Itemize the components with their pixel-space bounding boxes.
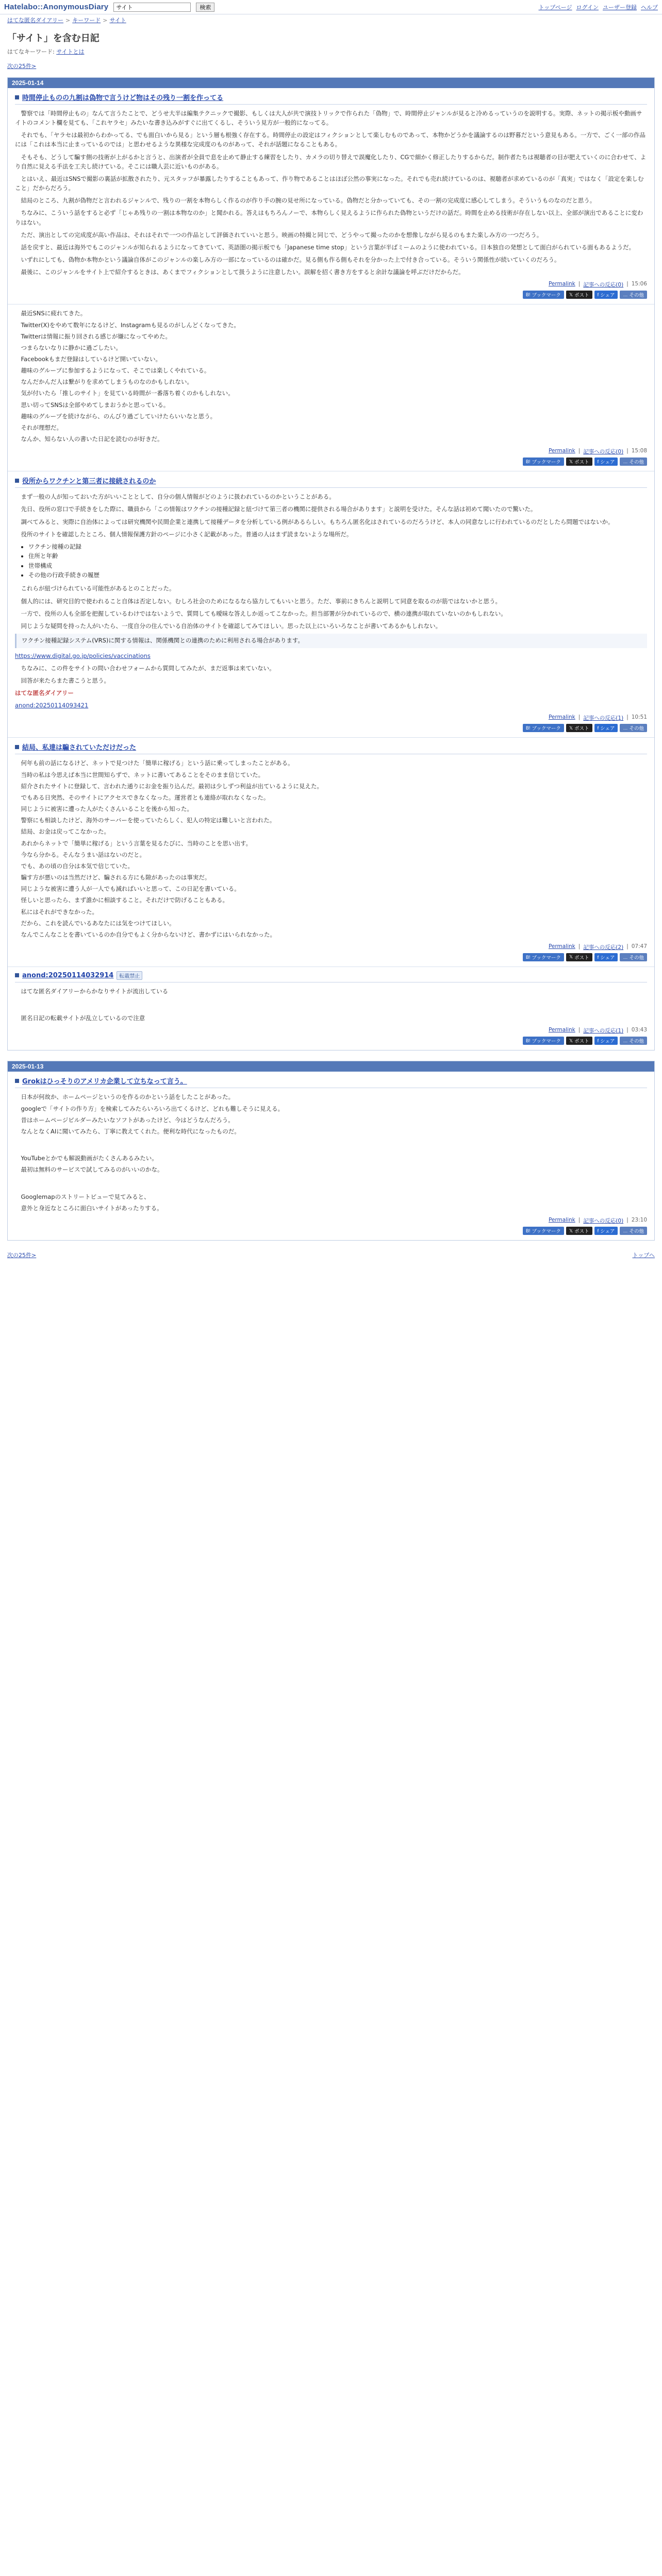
- share-label: その他: [629, 293, 644, 299]
- search-button[interactable]: 検索: [196, 3, 214, 12]
- diary-entry: [8, 738, 654, 967]
- entry-title: [15, 971, 647, 982]
- entry-short-body: [15, 987, 647, 1023]
- entry-line: 最初は無料のサービスで試してみるのがいいのかな。: [21, 1166, 163, 1174]
- entry-line: 思い切ってSNSは全部やめてしまおうかと思っている。: [21, 401, 170, 409]
- share-button[interactable]: [594, 953, 618, 961]
- bookmark-icon: B!: [526, 292, 531, 298]
- entry-paragraph: いずれにしても、偽物か本物かという議論自体がこのジャンルの楽しみ方の一部になっているのは確かだ。見る側も作る側もそれを分かった上で付き合っている。そういう関係性が続いていくのだろう。: [21, 256, 560, 264]
- entry-line: 結局、お金は戻ってこなかった。: [21, 828, 110, 836]
- entry-paragraph: ただ、演出としての完成度が高い作品は、それはそれで一つの作品として評価されていいと思う。映画の特撮と同じで、どうやって撮ったのかを想像しながら見るのもまた楽しみ方の一つだろう。: [21, 231, 543, 239]
- reaction-link[interactable]: 記事への反応(1): [583, 1028, 624, 1035]
- share-icon: f: [597, 292, 599, 298]
- entry-time: 15:06: [631, 281, 647, 287]
- post-icon: 𝕏: [569, 954, 573, 960]
- share-label: ポスト: [574, 460, 589, 466]
- day-section: [7, 77, 655, 1050]
- bookmark-icon: B!: [526, 725, 531, 731]
- permalink-link[interactable]: Permalink: [548, 943, 575, 950]
- entry-paragraph: とはいえ、最近はSNSで撮影の裏話が拡散されたり、元スタッフが暴露したりすることもあって、作り物であることはほぼ公然の事実になった。それでも売れ続けているのは、視聴者が求めているのが「真実」ではなく「設定を楽しむこと」だからだろう。: [15, 175, 644, 192]
- share-label: シェア: [600, 726, 615, 732]
- next-page-link[interactable]: 次の25件>: [7, 63, 37, 70]
- share-label: ブックマーク: [532, 293, 561, 299]
- share-label: ブックマーク: [532, 726, 561, 732]
- footer-top-link[interactable]: トップへ: [632, 1252, 655, 1259]
- share-label: ポスト: [574, 726, 589, 732]
- entry-line: つまらないなりに静かに過ごしたい。: [21, 344, 122, 351]
- share-label: その他: [629, 726, 644, 732]
- permalink-link[interactable]: Permalink: [548, 714, 575, 721]
- entry-short-body: [15, 758, 647, 939]
- entry-tag-badge: 転載禁止: [117, 971, 142, 980]
- share-button[interactable]: [594, 1037, 618, 1045]
- entry-title-link[interactable]: 結局、私達は騙されていただけだった: [22, 744, 137, 752]
- entry-line: YouTubeとかでも解説動画がたくさんあるみたい。: [21, 1155, 158, 1162]
- share-buttons: [15, 953, 647, 961]
- share-label: その他: [629, 955, 644, 961]
- entry-list-item: • ワクチン接種の記録: [28, 542, 647, 551]
- share-buttons: [15, 1227, 647, 1235]
- entry-time: 10:51: [631, 714, 647, 721]
- meta-separator: |: [626, 1027, 628, 1033]
- entry-short-body: [15, 1092, 647, 1213]
- entry-paragraph: [15, 701, 647, 710]
- entry-line: [15, 1181, 647, 1190]
- meta-separator: |: [626, 1217, 628, 1223]
- entry-bullet-icon: [15, 745, 19, 749]
- entry-line: 騙す方が悪いのは当然だけど、騙される方にも隙があったのは事実だ。: [21, 874, 211, 882]
- entry-body: [15, 987, 647, 1023]
- reaction-link[interactable]: 記事への反応(0): [583, 282, 624, 289]
- share-label: その他: [629, 1039, 644, 1045]
- share-button[interactable]: [594, 724, 618, 732]
- more-share-button[interactable]: [620, 1227, 647, 1235]
- share-label: その他: [629, 1229, 644, 1234]
- pager-top: [0, 60, 662, 77]
- entry-line: はてな匿名ダイアリーからかなりサイトが流出している: [21, 987, 169, 995]
- diary-header: [0, 26, 662, 60]
- share-label: ブックマーク: [532, 1039, 561, 1045]
- diary-entry: [8, 967, 654, 1050]
- entry-title-link[interactable]: 役所からワクチンと第三者に接続されるのか: [22, 478, 156, 486]
- bookmark-button[interactable]: [523, 724, 564, 732]
- entry-line: Twitter(X)をやめて数年になるけど、Instagramも見るのがしんどくなってきた。: [21, 321, 240, 329]
- entry-title-link[interactable]: 時間停止ものの九割は偽物で言うけど物はその残り一割を作ってる: [22, 94, 224, 102]
- entry-bullet-icon: [15, 479, 19, 483]
- entry-title: [15, 1076, 647, 1088]
- more-share-icon: …: [623, 1228, 628, 1233]
- nav-help[interactable]: ヘルプ: [641, 4, 658, 11]
- page-title: 「サイト」を含む日記: [7, 33, 100, 43]
- share-label: シェア: [600, 1229, 615, 1234]
- meta-separator: |: [626, 714, 628, 721]
- breadcrumb-home[interactable]: はてな匿名ダイアリー: [7, 17, 64, 24]
- entry-paragraph: 警察では「時間停止もの」なんて言うたことで、どうせ大半は編集テクニックで撮影、もしくは大人が共で演技トリックで作られた「偽物」で、時間停止ジャンルが見ると冷めるっていうのを説明する。実際、ネットの掲示板や動画サイトのコメント欄を見ても、「これヤラセ」みたいな書き込みがすぐに出てくるし、そういう見方が一般的になってる。: [15, 110, 642, 127]
- permalink-link[interactable]: Permalink: [548, 1027, 575, 1033]
- post-button[interactable]: [566, 953, 592, 961]
- entry-line: [15, 1142, 647, 1151]
- entry-quote: ワクチン接種記録システム(VRS)に関する情報は、関係機関との連携のために利用される場合があります。: [15, 634, 647, 648]
- entry-paragraph: まず一般の人が知っておいた方がいいこととして、自分の個人情報がどのように扱われているのかということがある。: [21, 493, 335, 501]
- day-list: [0, 77, 662, 1241]
- nav-login[interactable]: ログイン: [576, 4, 599, 11]
- share-buttons: [15, 1037, 647, 1045]
- entry-line: それが理想だ。: [21, 423, 62, 431]
- breadcrumb-separator: >: [65, 16, 71, 24]
- entry-list-item: • 世帯構成: [28, 561, 647, 570]
- entry-list: [28, 542, 647, 580]
- diary-entry: [8, 1072, 654, 1240]
- post-icon: 𝕏: [569, 1228, 573, 1233]
- entry-line: 同じような被害に遭う人が一人でも減ればいいと思って、この日記を書いている。: [21, 885, 240, 893]
- reaction-link[interactable]: 記事への反応(0): [583, 1218, 624, 1224]
- bookmark-button[interactable]: [523, 291, 564, 299]
- more-share-button[interactable]: [620, 291, 647, 299]
- entry-line: 日本が何故か、ホームページというのを作るのかという話をしたことがあった。: [21, 1093, 235, 1101]
- meta-separator: |: [626, 943, 628, 950]
- diary-entry: [8, 471, 654, 738]
- more-share-icon: …: [623, 1038, 628, 1044]
- entry-paragraph: 個人的には、研究目的で使われること自体は否定しない。むしろ社会のためになるなら協力してもいいと思う。ただ、事前にきちんと説明して同意を取るのが筋ではないかと思う。: [21, 597, 501, 605]
- day-date: 2025-01-14: [8, 78, 654, 88]
- entry-line: 何年も前の話になるけど、ネットで見つけた「簡単に稼げる」という話に乗ってしまったことがある。: [21, 759, 294, 767]
- entry-line: 警察にも相談したけど、海外のサーバーを使っていたらしく、犯人の特定は難しいと言われた。: [21, 817, 276, 824]
- entry-paragraph: 回答が来たらまた書こうと思う。: [21, 677, 110, 684]
- nav-register[interactable]: ユーザー登録: [603, 4, 637, 11]
- day-date: 2025-01-13: [8, 1061, 654, 1072]
- share-label: ポスト: [574, 1039, 589, 1045]
- keyword-subtitle: [7, 47, 655, 56]
- entry-line: [15, 1002, 647, 1011]
- more-share-icon: …: [623, 292, 628, 298]
- entry-line: 怪しいと思ったら、まず誰かに相談すること。それだけで防げることもある。: [21, 896, 228, 904]
- more-share-icon: …: [623, 954, 628, 960]
- entry-paragraph: 一方で、役所の人も全部を把握しているわけではないようで、質問しても曖昧な答えしか返ってこなかった。担当部署が分かれているので、横の連携が取れていないのかもしれない。: [21, 609, 507, 617]
- entry-line: 気が付いたら「推しのサイト」を見ている時間が一番落ち着くのかもしれない。: [21, 389, 234, 397]
- bookmark-button[interactable]: [523, 1227, 564, 1235]
- share-icon: f: [597, 1228, 599, 1233]
- reaction-link[interactable]: 記事への反応(0): [583, 449, 624, 455]
- entry-meta: [15, 281, 647, 289]
- entry-line: なんでこんなことを書いているのか自分でもよく分からないけど、書かずにはいられなかった。: [21, 930, 276, 938]
- post-icon: 𝕏: [569, 292, 573, 297]
- entry-line: でも、あの頃の自分は本気で信じていた。: [21, 862, 134, 870]
- entry-paragraph: これらが紐づけられている可能性があるとのことだった。: [21, 585, 175, 592]
- entry-meta: [15, 1027, 647, 1035]
- entry-external-link[interactable]: https://www.digital.go.jp/policies/vaccinations: [15, 652, 151, 659]
- entry-line: 当時の私は今思えば本当に世間知らずで、ネットに書いてあることをそのまま信じていた。: [21, 771, 264, 778]
- entry-time: 03:43: [631, 1027, 647, 1033]
- meta-separator: |: [578, 1217, 581, 1223]
- footer-next-link[interactable]: 次の25件>: [7, 1252, 37, 1259]
- entry-line: あれからネットで「簡単に稼げる」という言葉を見るたびに、当時のことを思い出す。: [21, 839, 252, 847]
- entry-bullet-icon: [15, 95, 19, 99]
- entry-line: 紹介されたサイトに登録して、言われた通りにお金を振り込んだ。最初は少しずつ利益が出ているように見えた。: [21, 782, 323, 790]
- entry-paragraph: 先日、役所の窓口で手続きをした際に、職員から「この情報はワクチンの接種記録と紐づけて第三者の機関に提供される場合があります」と説明を受けた。そんな話は初めて聞いたので驚いた。: [21, 505, 537, 513]
- share-button[interactable]: [594, 291, 618, 299]
- entry-time: 15:08: [631, 448, 647, 454]
- meta-separator: |: [626, 448, 628, 454]
- entry-line: Googlemapのストリートビューで見てみると、: [21, 1193, 150, 1200]
- meta-separator: |: [578, 1027, 581, 1033]
- keyword-link[interactable]: サイトとは: [56, 48, 85, 55]
- more-share-button[interactable]: [620, 724, 647, 732]
- entry-line: 私にはそれができなかった。: [21, 908, 98, 916]
- more-share-button[interactable]: [620, 457, 647, 466]
- entry-line: 同じように被害に遭った人がたくさんいることを後から知った。: [21, 805, 193, 813]
- entry-meta: [15, 943, 647, 951]
- entry-short-body: [15, 309, 647, 444]
- share-icon: f: [597, 725, 599, 731]
- entry-paragraph: 結局のところ、九割が偽物だと言われるジャンルで、残りの一割を本物らしく作るのが作り手の腕の見せ所になっている。偽物だと分かっていても、その一割の完成度に感心してしまう。そういうものなのだと思う。: [21, 197, 596, 205]
- bookmark-button[interactable]: [523, 457, 564, 466]
- entry-line: でもある日突然、そのサイトにアクセスできなくなった。運営者とも連絡が取れなくなった。: [21, 793, 270, 801]
- nav-top[interactable]: トップページ: [538, 4, 572, 11]
- share-buttons: [15, 291, 647, 299]
- share-icon: f: [597, 1038, 599, 1044]
- entry-bullet-icon: [15, 1079, 19, 1083]
- entry-paragraph: 調べてみると、実際に自治体によっては研究機関や民間企業と連携して接種データを分析している例があるらしい。もちろん匿名化はされているのだろうけど、本人の同意なしに行われているのだとしたら問題ではないか。: [21, 518, 614, 526]
- share-label: ポスト: [574, 955, 589, 961]
- entry-paragraph: [15, 688, 647, 698]
- share-label: ポスト: [574, 1229, 589, 1234]
- bookmark-icon: B!: [526, 1228, 531, 1233]
- meta-separator: |: [578, 281, 581, 287]
- more-share-icon: …: [623, 459, 628, 465]
- share-buttons: [15, 457, 647, 466]
- post-button[interactable]: [566, 1037, 592, 1045]
- permalink-link[interactable]: Permalink: [548, 1217, 575, 1223]
- bookmark-button[interactable]: [523, 953, 564, 961]
- post-icon: 𝕏: [569, 459, 573, 464]
- breadcrumb-keyword[interactable]: キーワード: [72, 17, 101, 24]
- entry-line: 最近SNSに疲れてきた。: [21, 310, 87, 317]
- meta-separator: |: [578, 448, 581, 454]
- diary-entry: [8, 304, 654, 471]
- share-buttons: [15, 724, 647, 732]
- top-bar: [0, 0, 662, 14]
- diary-entry: [8, 88, 654, 304]
- entry-line: だから、これを読んでいるあなたには気をつけてほしい。: [21, 919, 175, 927]
- entry-time: 07:47: [631, 943, 647, 950]
- permalink-link[interactable]: Permalink: [548, 281, 575, 287]
- share-icon: f: [597, 459, 599, 465]
- reaction-link[interactable]: 記事への反応(2): [583, 944, 624, 951]
- site-logo[interactable]: Hatelabo::AnonymousDiary: [4, 3, 109, 11]
- entry-title-link[interactable]: Grokはひっそりのアメリカ企業して立ちなって言う。: [22, 1078, 187, 1086]
- reaction-link[interactable]: 記事への反応(1): [583, 715, 624, 722]
- anond-link[interactable]: anond:20250114093421: [15, 702, 89, 709]
- breadcrumb-separator: >: [103, 16, 108, 24]
- entry-line: 昔はホームページビルダーみたいなソフトがあったけど、今はどうなんだろう。: [21, 1116, 234, 1124]
- entry-list-item: • その他の行政手続きの履歴: [28, 570, 647, 580]
- breadcrumb: [0, 14, 662, 26]
- post-button[interactable]: [566, 724, 592, 732]
- entry-meta: [15, 448, 647, 455]
- entry-paragraph: そもそも、どうして騙す側の技術が上がるかと言うと、出演者が全員で息を止めて静止する練習をしたり、カメラの切り替えで誤魔化したり、CGで細かく修正したりするからだ。制作者たちは視聴者の目が肥えていくのに合わせて、より自然に見える手法を工夫し続けている。そこには職人芸に近いものがある。: [15, 153, 647, 170]
- share-button[interactable]: [594, 457, 618, 466]
- share-label: シェア: [600, 1039, 615, 1045]
- breadcrumb-current[interactable]: サイト: [109, 17, 126, 24]
- entry-line: 意外と身近なところに面白いサイトがあったりする。: [21, 1204, 163, 1212]
- entry-paragraph: 役所のサイトを確認したところ、個人情報保護方針のページに小さく記載があった。普通の人はまず読まないような場所だ。: [21, 530, 353, 538]
- entry-line: なんとなくAIに聞いてみたら、丁寧に教えてくれた。便利な時代になったものだ。: [21, 1127, 240, 1135]
- entry-time: 23:10: [631, 1217, 647, 1223]
- entry-paragraph: 最後に、このジャンルをサイト上で紹介するときは、あくまでフィクションとして扱うように注意したい。誤解を招く書き方をすると余計な議論を呼ぶだけだからだ。: [21, 268, 465, 276]
- entry-meta: [15, 1217, 647, 1225]
- meta-separator: |: [578, 943, 581, 950]
- bookmark-icon: B!: [526, 459, 531, 465]
- more-share-button[interactable]: [620, 953, 647, 961]
- top-nav: [539, 3, 658, 11]
- post-button[interactable]: [566, 291, 592, 299]
- entry-line: Facebookもまだ登録はしているけど開いていない。: [21, 355, 162, 363]
- entry-link-row: [15, 652, 647, 659]
- share-label: シェア: [600, 460, 615, 466]
- post-icon: 𝕏: [569, 725, 573, 731]
- entry-paragraph: 同じような疑問を持った人がいたら、一度自分の住んでいる自治体のサイトを確認してみてほしい。思った以上にいろいろなことが書いてあるかもしれない。: [21, 622, 442, 630]
- entry-line: 趣味のグループに参加するようになって、そこでは楽しくやれている。: [21, 367, 210, 375]
- day-section: [7, 1061, 655, 1241]
- share-label: シェア: [600, 955, 615, 961]
- share-icon: f: [597, 954, 599, 960]
- entry-paragraph: ちなみに、この件をサイトの問い合わせフォームから質問してみたが、まだ返事は来ていない。: [21, 664, 275, 672]
- entry-body: [15, 109, 647, 277]
- keyword-prefix: はてなキーワード:: [7, 48, 55, 55]
- share-label: ブックマーク: [532, 460, 561, 466]
- entry-list-item: • 住所と年齢: [28, 551, 647, 561]
- more-share-button[interactable]: [620, 1037, 647, 1045]
- bookmark-icon: B!: [526, 954, 531, 960]
- entry-title-link[interactable]: anond:20250114032914: [22, 971, 114, 979]
- bookmark-icon: B!: [526, 1038, 531, 1044]
- entry-title: [15, 92, 647, 105]
- meta-separator: |: [626, 281, 628, 287]
- permalink-link[interactable]: Permalink: [548, 448, 575, 454]
- post-button[interactable]: [566, 1227, 592, 1235]
- entry-body: [15, 758, 647, 939]
- entry-line: 今なら分かる。そんなうまい話はないのだと。: [21, 851, 145, 858]
- entry-line: 趣味のグループを続けながら、のんびり過ごしていけたらいいなと思う。: [21, 412, 217, 420]
- entry-line: なんだかんだ人は繋がりを求めてしまうものなのかもしれない。: [21, 378, 193, 386]
- entry-paragraph: ちなみに、こういう話をすると必ず「じゃあ残りの一割は本物なのか」と聞かれる。答えはもちろんノーで、本物らしく見えるように作られた偽物というだけの話だ。時間を止める技術が存在しない以上、全部が演出であることに変わりはない。: [15, 209, 643, 226]
- share-label: シェア: [600, 293, 615, 299]
- entry-bullet-icon: [15, 973, 19, 977]
- share-label: ブックマーク: [532, 1229, 561, 1234]
- meta-separator: |: [578, 714, 581, 721]
- entry-line: なんか、知らない人の書いた日記を読むのが好きだ。: [21, 435, 163, 443]
- entry-body: [15, 492, 647, 710]
- share-label: ポスト: [574, 293, 589, 299]
- post-icon: 𝕏: [569, 1038, 573, 1043]
- entry-body: [15, 1092, 647, 1213]
- entry-line: 匿名日記の転載サイトが乱立しているので注意: [21, 1014, 145, 1022]
- footer-nav: [7, 1251, 655, 1259]
- entry-line: Twitterは情報に振り回される感じが嫌になってやめた。: [21, 332, 172, 340]
- entry-paragraph: 話を戻すと、最近は海外でもこのジャンルが知られるようになってきていて、英語圏の掲示板でも「Japanese time stop」という言葉が半ばミームのように使われている。日本独自の発想として面白がられている面もあるようだ。: [21, 243, 635, 251]
- inline-title: はてな匿名ダイアリー: [15, 689, 74, 697]
- entry-body: [15, 309, 647, 444]
- entry-title: [15, 476, 647, 488]
- more-share-icon: …: [623, 725, 628, 731]
- bookmark-button[interactable]: [523, 1037, 564, 1045]
- share-label: ブックマーク: [532, 955, 561, 961]
- share-button[interactable]: [594, 1227, 618, 1235]
- entry-title: [15, 742, 647, 754]
- entry-paragraph: それでも、「ヤラセは最初からわかってる、でも面白いから見る」という層も根強く存在する。時間停止の設定はフィクションとして楽しむものであって、本物かどうかを議論するのは野暮だという意見もある。一方で、ごく一部の作品には「これは本当に止まっているのでは」と思わせるような異様な完成度のものがあって、それが話題になることもある。: [15, 131, 646, 148]
- entry-line: googleで「サイトの作り方」を検索してみたらいろいろ出てくるけど、どれも難しそうに見える。: [21, 1105, 284, 1112]
- search-input[interactable]: [113, 3, 191, 12]
- share-label: その他: [629, 460, 644, 466]
- post-button[interactable]: [566, 457, 592, 466]
- entry-meta: [15, 714, 647, 722]
